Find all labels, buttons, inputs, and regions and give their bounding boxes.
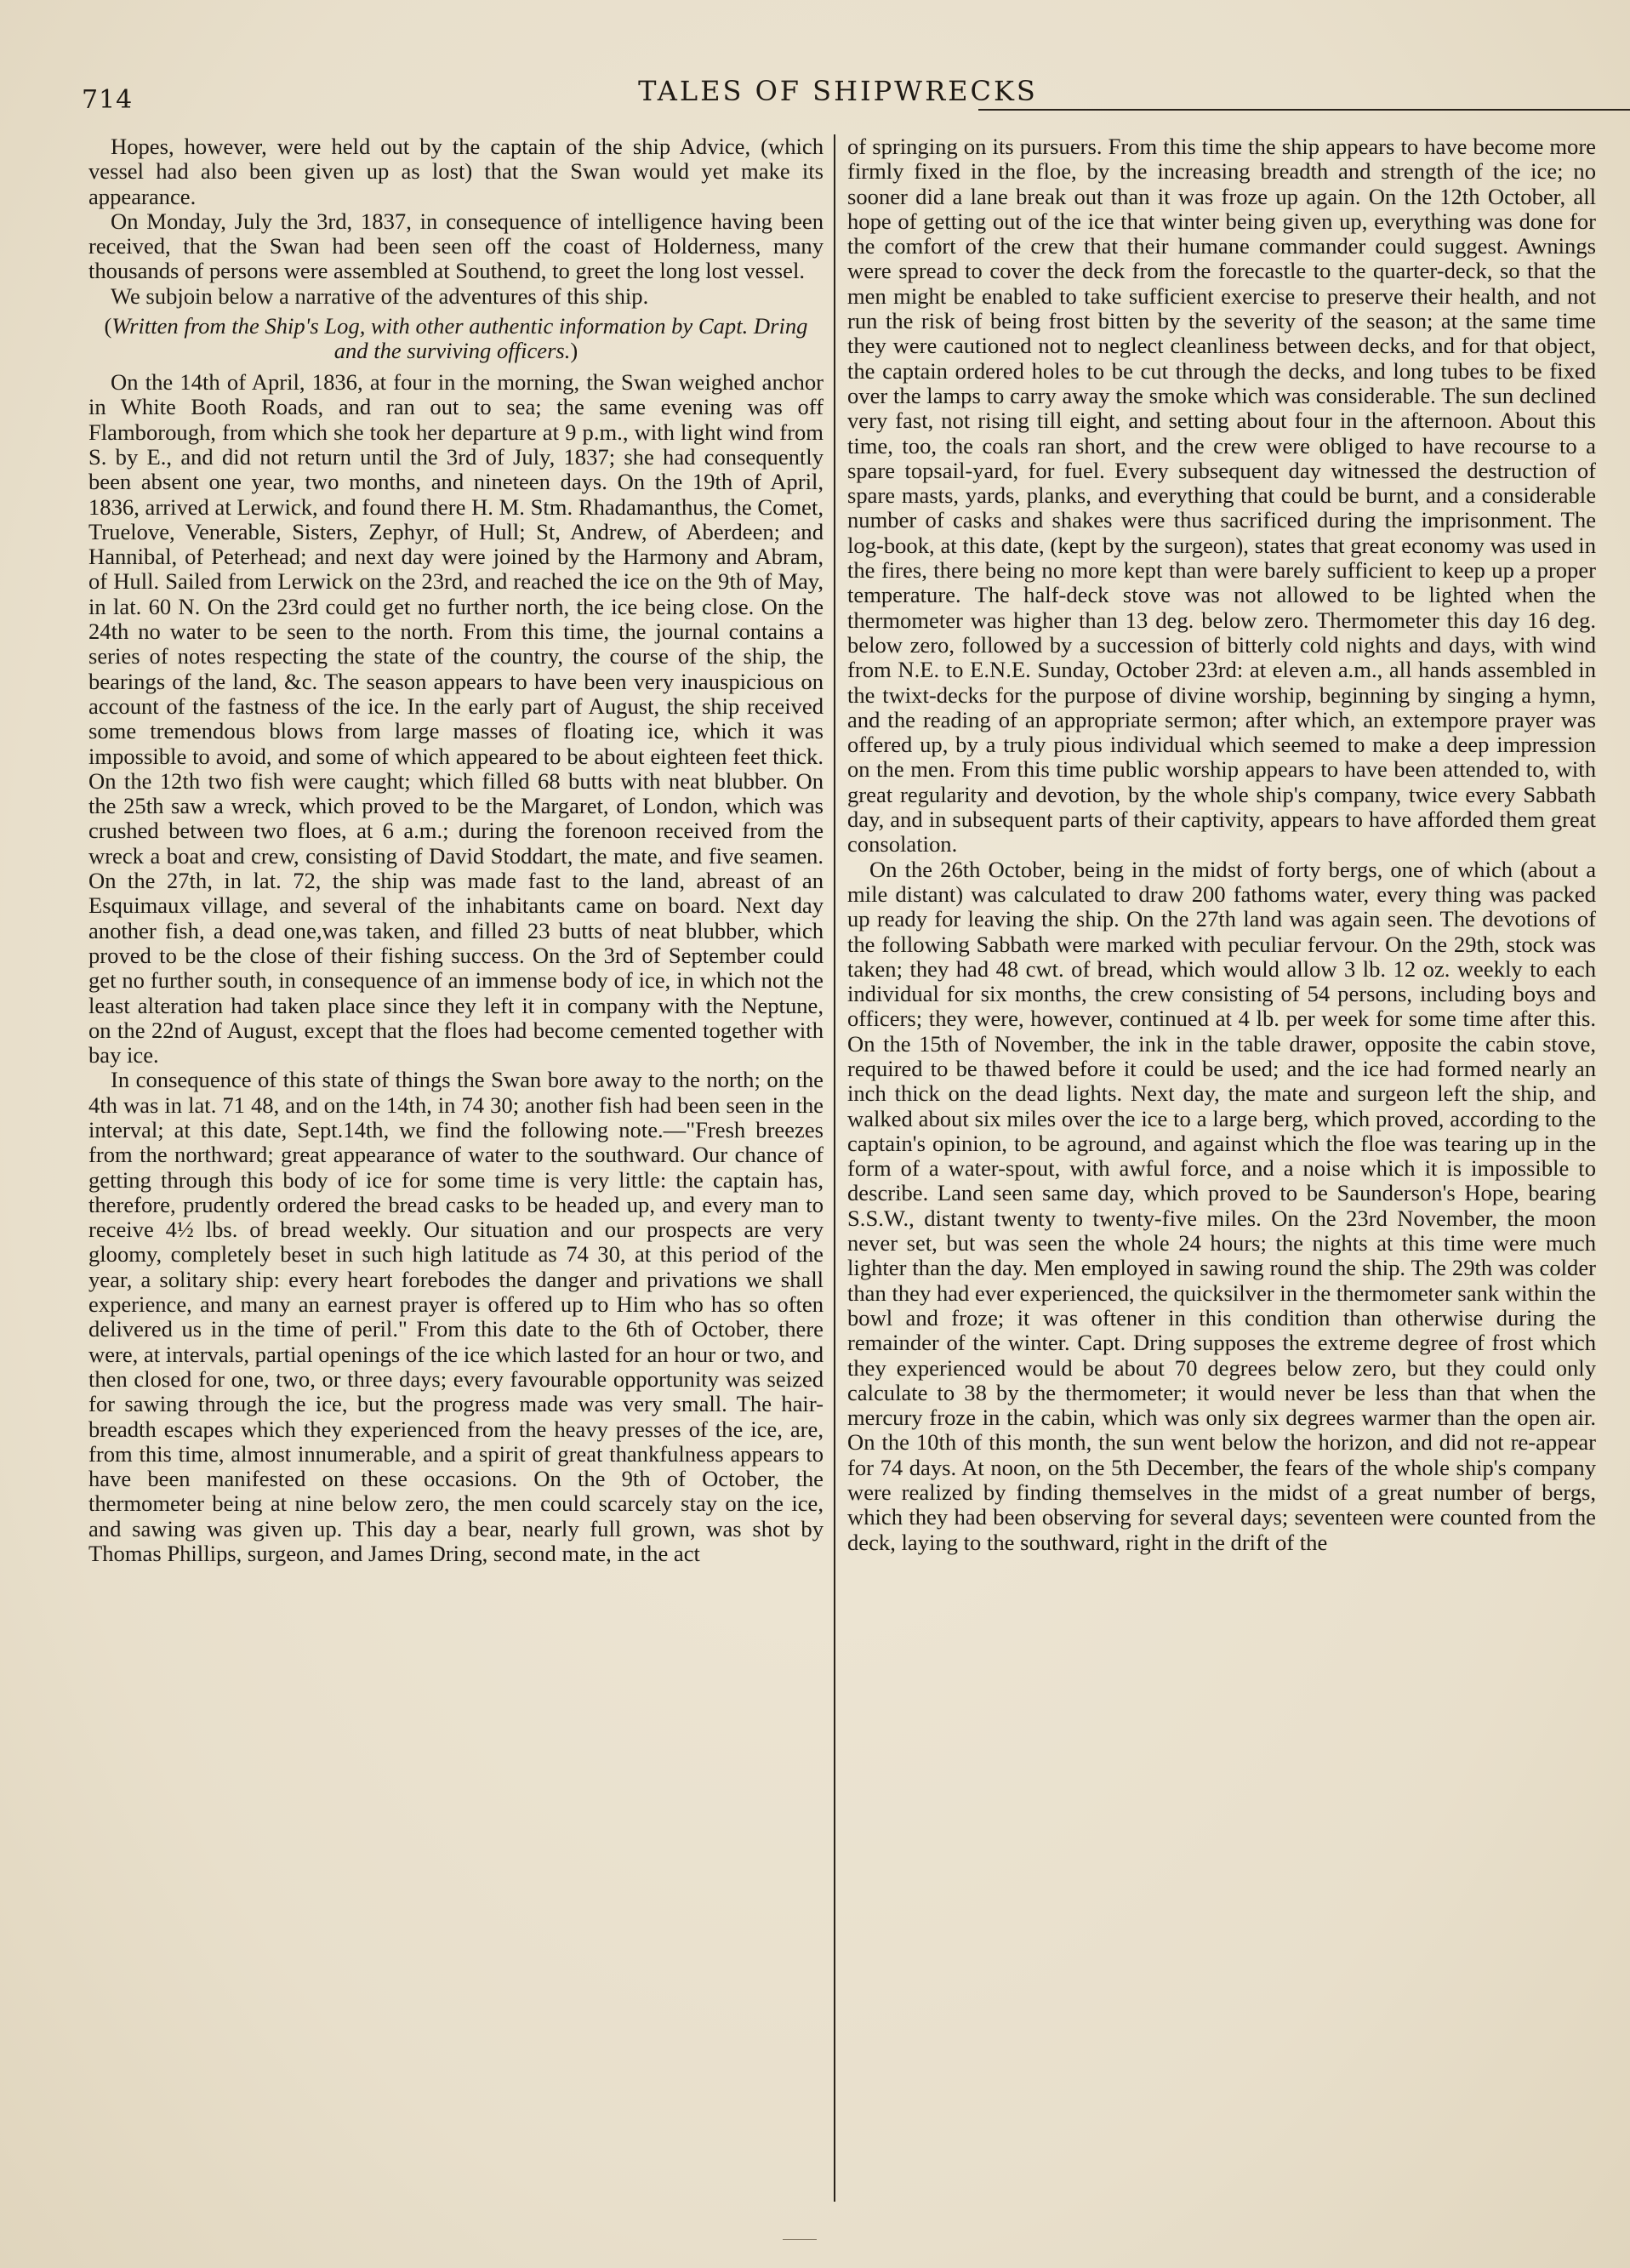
bottom-mark [783, 2239, 817, 2240]
header-rule [978, 109, 1630, 111]
paragraph-october-26: On the 26th October, being in the midst of forty bergs, one of which (about a mile distant) was calculated to draw 200 fathoms water, every thing was packed up ready for leaving the ship. On the 27th land was again seen. The devotions of the following Sabbath were marked with peculiar fervour. On the 29th, stock was taken; they had 48 cwt. of bread, which would allow 3 lb. 12 oz. weekly to each individual for six months, the crew consisting of 54 persons, including boys and officers; they were, however, continued at 4 lb. per week for some time after this. On the 15th of November, the ink in the table drawer, opposite the cabin stove, required to be thawed before it could be used; and the ice had formed nearly an inch thick on the dead lights. Next day, the mate and surgeon left the ship, and walked about six miles over the ice to a large berg, which proved, according to the captain's opinion, to be aground, and against which the floe was tearing up in the form of a water-spout, with awful force, and a noise which it is impossible to describe. Land seen same day, which proved to be Saunderson's Hope, bearing S.S.W., distant twenty to twenty-five miles. On the 23rd November, the moon never set, but was seen the whole 24 hours; the nights at this time were much lighter than the day. Men employed in sawing round the ship. The 29th was colder than they had ever experienced, the quicksilver in the thermometer sank within the bowl and froze; it was oftener in this condition than otherwise during the remainder of the winter. Capt. Dring supposes the extreme degree of frost which they experienced would be about 70 degrees below zero, but they could only calculate to 38 by the thermometer; it would never be less than that when the mercury froze in the cabin, which was only six degrees warmer than the open air. On the 10th of this month, the sun went below the horizon, and did not re-appear for 74 days. At noon, on the 5th December, the fears of the whole ship's company were realized by finding themselves in the midst of a great number of bergs, which they had been observing for several days; seventeen were counted from the deck, laying to the southward, right in the drift of the [847, 856, 1596, 1555]
paragraph-monday: On Monday, July the 3rd, 1837, in consequence of intelligence having been received, that the Swan had been seen off the coast of Holderness, many thousands of persons were assembled at Southend, to greet the long lost vessel. [88, 208, 824, 284]
paragraph-subjoin: We subjoin below a narrative of the adventures of this ship. [111, 282, 649, 309]
right-column [847, 134, 1596, 2202]
left-column [88, 134, 824, 2202]
article-body [88, 134, 1596, 2202]
attribution-close-paren: ) [570, 338, 578, 364]
attribution-text: Written from the Ship's Log, with other authentic information by Capt. Dring and the surviving officers. [111, 313, 808, 364]
paragraph-voyage-start: On the 14th of April, 1836, at four in the morning, the Swan weighed anchor in White Booth Roads, and ran out to sea; the same evening was off Flamborough, from which she took her departure at 9 p.m., with light wind from S. by E., and did not return until the 3rd of July, 1837; she had consequently been absent one year, two months, and nineteen days. On the 19th of April, 1836, arrived at Lerwick, and found there H. M. Stm. Rhadamanthus, the Comet, Truelove, Venerable, Sisters, Zephyr, of Hull; St, Andrew, of Aberdeen; and Hannibal, of Peterhead; and next day were joined by the Harmony and Abram, of Hull. Sailed from Lerwick on the 23rd, and reached the ice on the 9th of May, in lat. 60 N. On the 23rd could get no further north, the ice being close. On the 24th no water to be seen to the north. From this time, the journal contains a series of notes respecting the state of the country, the course of the ship, the bearings of the land, &c. The season appears to have been very inauspicious on account of the fastness of the ice. In the early part of August, the ship received some tremendous blows from large masses of floating ice, which it was impossible to avoid, and some of which appeared to be about eighteen feet thick. On the 12th two fish were caught; which filled 68 butts with neat blubber. On the 25th saw a wreck, which proved to be the Margaret, of London, which was crushed between two floes, at 6 a.m.; during the forenoon received from the wreck a boat and crew, consisting of David Stoddart, the mate, and five seamen. On the 27th, in lat. 72, the ship was made fast to the land, abreast of an Esquimaux village, and several of the inhabitants came on board. Next day another fish, a dead one,was taken, and filled 23 butts of neat blubber, which proved to be the close of their fishing success. On the 3rd of September could get no further south, in consequence of an immense body of ice, in which not the least alteration had taken place since they left it in company with the Neptune, on the 22nd of August, except that the floes had become cemented together with bay ice. [88, 369, 824, 1068]
running-title: TALES OF SHIPWRECKS [638, 75, 1038, 107]
paragraph-hopes: Hopes, however, were held out by the captain of the ship Advice, (which vessel had also been given up as lost) that the Swan would yet make its appearance. [88, 134, 824, 209]
attribution-open-paren: ( [104, 313, 112, 339]
attribution-note [99, 314, 813, 363]
page-number: 714 [82, 85, 134, 115]
paragraph-springing: of springing on its pursuers. From this time the ship appears to have become more firmly fixed in the floe, by the increasing breadth and strength of the ice; no sooner did a lane break out than it was froze up again. On the 12th October, all hope of getting out of the ice that winter being given up, everything was done for the comfort of the crew that their humane commander could suggest. Awnings were spread to cover the deck from the forecastle to the quarter-deck, so that the men might be enabled to take sufficient exercise to preserve their health, and not run the risk of being frost bitten by the severity of the season; at the same time they were cautioned not to neglect cleanliness between decks, and for that object, the captain ordered holes to be cut through the decks, and long tubes to be fixed over the lamps to carry away the smoke which was considerable. The sun declined very fast, not rising till eight, and setting about four in the afternoon. About this time, too, the coals ran short, and the crew were obliged to have recourse to a spare topsail-yard, for fuel. Every subsequent day witnessed the destruction of spare masts, yards, planks, and everything that could be burnt, and a considerable number of casks and shakes were thus sacrificed during the imprisonment. The log-book, at this date, (kept by the surgeon), states that great economy was used in the fires, there being no more kept than were barely sufficient to keep up a proper temperature. The half-deck stove was not allowed to be lighted when the thermometer was higher than 13 deg. below zero. Thermometer this day 16 deg. below zero, followed by a succession of bitterly cold nights and days, with wind from N.E. to E.N.E. Sunday, October 23rd: at eleven a.m., all hands assembled in the twixt-decks for the purpose of divine worship, beginning by singing a hymn, and the reading of an appropriate sermon; after which, an extempore prayer was offered up, by a truly pious individual which seemed to make a deep impression on the men. From this time public worship appears to have been attended to, with great regularity and devotion, by the whole ship's company, twice every Sabbath day, and in subsequent parts of their captivity, appears to have afforded them great consolation. [847, 134, 1596, 858]
page-header [77, 66, 1599, 117]
paragraph-bore-away: In consequence of this state of things the Swan bore away to the north; on the 4th was in lat. 71 48, and on the 14th, in 74 30; another fish had been seen in the interval; at this date, Sept.14th, we find the following note.—"Fresh breezes from the northward; great appearance of water to the southward. Our chance of getting through this body of ice for some time is very little: the captain has, therefore, prudently ordered the bread casks to be headed up, and every man to receive 4½ lbs. of bread weekly. Our situation and our prospects are very gloomy, completely beset in such high latitude as 74 30, at this period of the year, a solitary ship: every heart forebodes the danger and privations we shall experience, and many an earnest prayer is offered up to Him who has so often delivered us in the time of peril." From this date to the 6th of October, there were, at intervals, partial openings of the ice which lasted for an hour or two, and then closed for one, two, or three days; every favourable opportunity was seized for sawing through the ice, but the progress made was very small. The hair-breadth escapes which they experienced from the heavy presses of the ice, are, from this time, almost innumerable, and a spirit of great thankfulness appears to have been manifested on these occasions. On the 9th of October, the thermometer being at nine below zero, the men could scarcely stay on the ice, and sawing was given up. This day a bear, nearly full grown, was shot by Thomas Phillips, surgeon, and James Dring, second mate, in the act [88, 1067, 824, 1567]
column-divider [834, 134, 835, 2202]
